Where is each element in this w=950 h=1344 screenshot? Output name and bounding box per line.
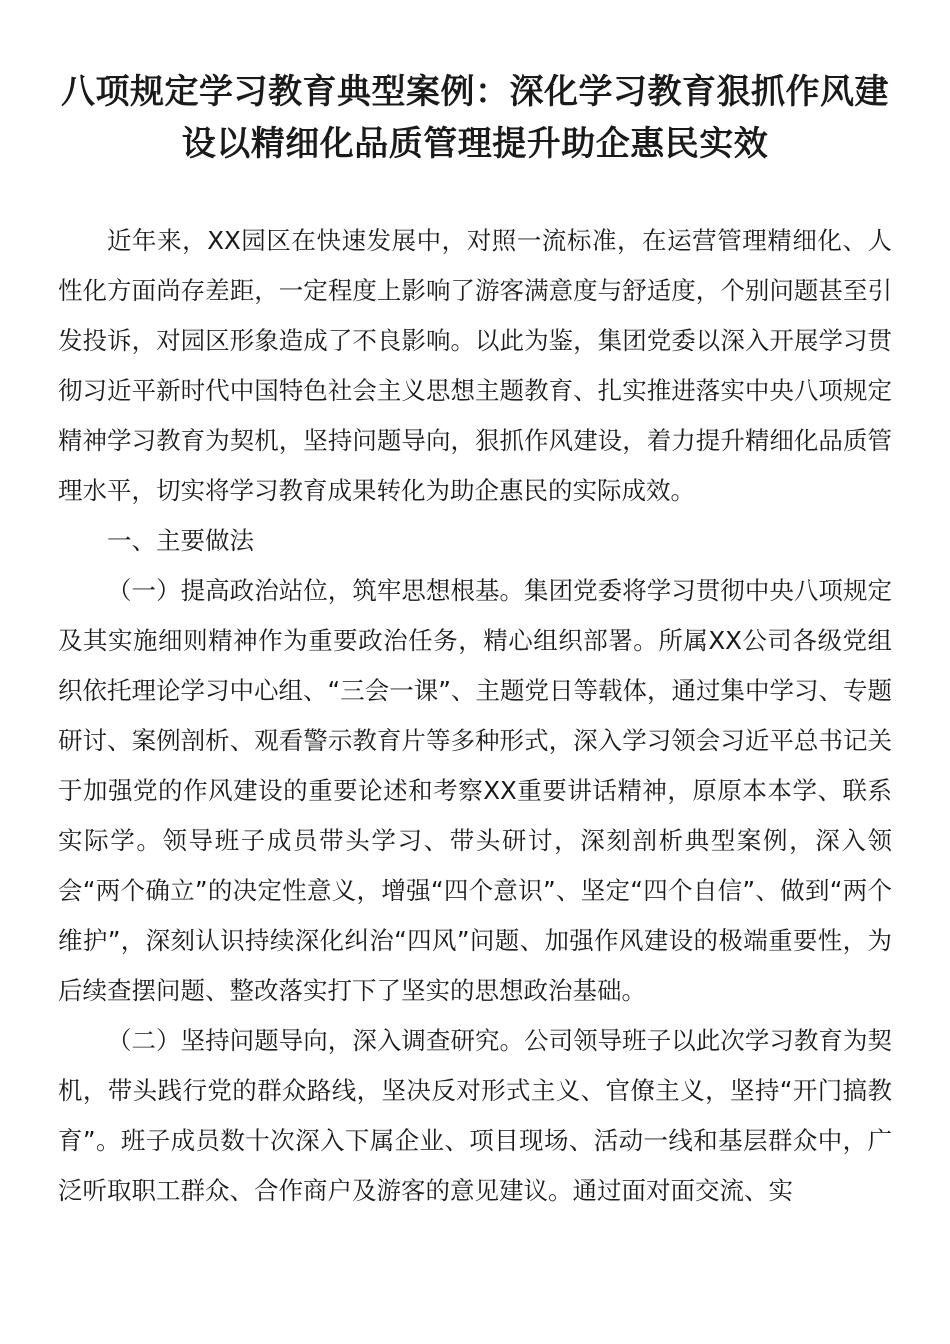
practice-paragraph-1: （一）提高政治站位，筑牢思想根基。集团党委将学习贯彻中央八项规定及其实施细则精神作为重要政治任务，精心组织部署。所属XX公司各级党组织依托理论学习中心组、“三会一课”、主题党日等载体，通过集中学习、专题研讨、案例剖析、观看警示教育片等多种形式，深入学习领会习近平总书记关于加强党的作风建设的重要论述和考察XX重要讲话精神，原原本本学、联系实际学。领导班子成员带头学习、带头研讨，深刻剖析典型案例，深入领会“两个确立”的决定性意义，增强“四个意识”、坚定“四个自信”、做到“两个维护”，深刻认识持续深化纠治“四风”问题、加强作风建设的极端重要性，为后续查摆问题、整改落实打下了坚实的思想政治基础。	[58, 576, 892, 1005]
document-body	[58, 216, 892, 1216]
section-heading-main-practices: 一、主要做法	[107, 526, 254, 555]
intro-paragraph: 近年来，XX园区在快速发展中，对照一流标准，在运营管理精细化、人性化方面尚存差距，一定程度上影响了游客满意度与舒适度，个别问题甚至引发投诉，对园区形象造成了不良影响。以此为鉴，集团党委以深入开展学习贯彻习近平新时代中国特色社会主义思想主题教育、扎实推进落实中央八项规定精神学习教育为契机，坚持问题导向，狠抓作风建设，着力提升精细化品质管理水平，切实将学习教育成果转化为助企惠民的实际成效。	[58, 226, 892, 505]
practice-paragraph-2: （二）坚持问题导向，深入调查研究。公司领导班子以此次学习教育为契机，带头践行党的群众路线，坚决反对形式主义、官僚主义，坚持“开门搞教育”。班子成员数十次深入下属企业、项目现场、活动一线和基层群众中，广泛听取职工群众、合作商户及游客的意见建议。通过面对面交流、实	[58, 1026, 892, 1205]
document-title: 八项规定学习教育典型案例：深化学习教育狠抓作风建设以精细化品质管理提升助企惠民实效	[61, 72, 889, 164]
